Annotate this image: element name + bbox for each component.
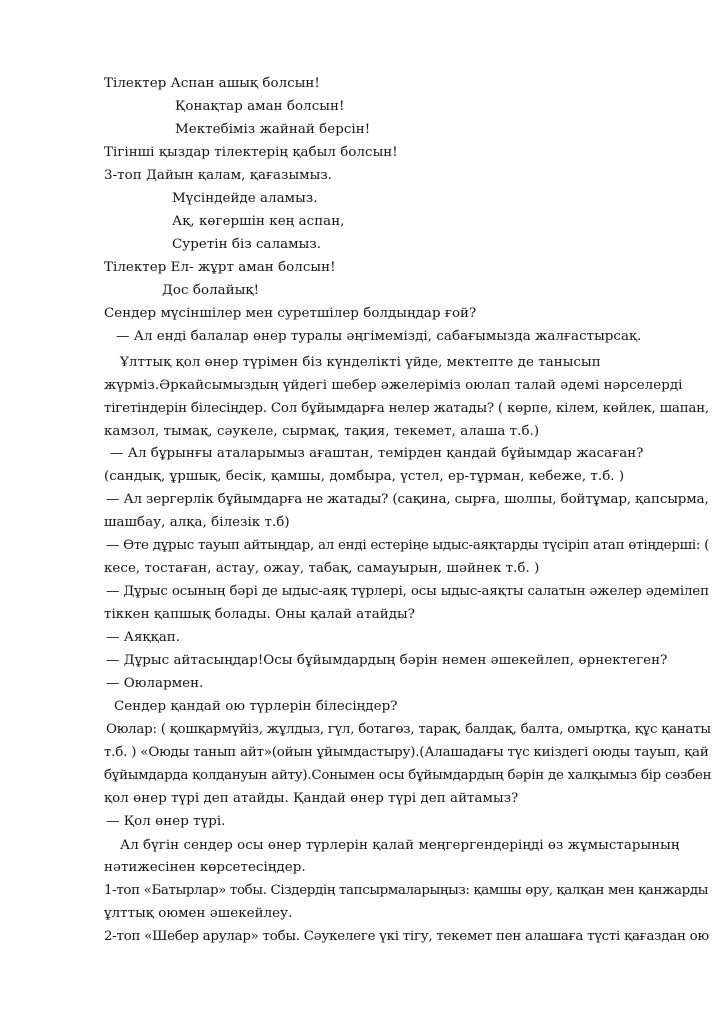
text-line: — Ал бұрынғы аталарымыз ағаштан, темірден қандай бұйымдар жасаған? xyxy=(110,446,644,461)
text-line: Суретін біз саламыз. xyxy=(172,237,322,252)
text-line: Мүсіндейде аламыз. xyxy=(172,191,318,206)
text-line: — Ал енді балалар өнер туралы әңгімемізді, сабағымызда жалғастырсақ. xyxy=(116,329,642,344)
text-line: — Дұрыс осының бәрі де ыдыс-аяқ түрлері, осы ыдыс-аяқты салатын әжелер әдемілеп xyxy=(106,584,709,599)
text-line: — Ал зергерлік бұйымдарға не жатады? (сақина, сырға, шолпы, бойтұмар, қапсырма, xyxy=(106,492,709,507)
text-line: Тілектер Ел- жұрт аман болсын! xyxy=(104,260,336,275)
text-line: (сандық, ұршық, бесік, қамшы, домбыра, үстел, ер-тұрман, кебеже, т.б. ) xyxy=(104,469,625,484)
text-line: Ақ, көгершін кең аспан, xyxy=(172,214,345,229)
text-line: Оюлар: ( қошқармүйіз, жұлдыз, гүл, ботагөз, тарақ, балдақ, балта, омыртқа, құс қанаты xyxy=(106,722,711,737)
text-line: Тігінші қыздар тілектерің қабыл болсын! xyxy=(104,145,398,160)
text-line: шашбау, алқа, білезік т.б) xyxy=(104,515,290,530)
text-line: 2-топ «Шебер арулар» тобы. Сәукелеге үкі тігу, текемет пен алашаға түсті қағаздан ою xyxy=(104,929,709,944)
text-line: тіккен қапшық болады. Оны қалай атайды? xyxy=(104,607,415,622)
text-line: — Оюлармен. xyxy=(106,676,204,691)
text-line: 3-топ Дайын қалам, қағазымыз. xyxy=(104,168,332,183)
text-line: Сендер мүсіншілер мен суретшілер болдыңдар ғой? xyxy=(104,306,477,321)
text-line: жүрміз.Әркайсымыздың үйдегі шебер әжелеріміз оюлап талай әдемі нәрселерді xyxy=(104,378,683,393)
text-line: т.б. ) «Оюды танып айт»(ойын ұйымдастыру).(Алашадағы түс киіздегі оюды тауып, қай xyxy=(104,745,709,760)
text-line: қол өнер түрі деп атайды. Қандай өнер түрі деп айтамыз? xyxy=(104,791,519,806)
text-line: нәтижесінен көрсетесіңдер. xyxy=(104,860,306,875)
text-line: кесе, тостаған, астау, ожау, табақ, самауырын, шәйнек т.б. ) xyxy=(104,561,540,576)
text-line: тігетіндерін білесіңдер. Сол бұйымдарға нелер жатады? ( көрпе, кілем, көйлек, шапан, xyxy=(104,401,709,416)
text-line: камзол, тымақ, сәукеле, сырмақ, тақия, текемет, алаша т.б.) xyxy=(104,424,540,439)
text-line: Дос болайық! xyxy=(162,283,259,298)
text-line: Сендер қандай ою түрлерін білесіңдер? xyxy=(114,699,398,714)
text-line: Тілектер Аспан ашық болсын! xyxy=(104,76,320,91)
text-line: Мектебіміз жайнай берсін! xyxy=(175,122,371,137)
text-line: Ал бүгін сендер осы өнер түрлерін қалай меңгергендеріңді өз жұмыстарының xyxy=(120,838,680,853)
text-line: 1-топ «Батырлар» тобы. Сіздердің тапсырмаларыңыз: қамшы өру, қалқан мен қанжарды xyxy=(104,883,709,898)
text-line: — Өте дұрыс тауып айтыңдар, ал енді естеріңе ыдыс-аяқтарды түсіріп атап өтіңдерші: ( xyxy=(106,538,710,553)
text-line: — Аяққап. xyxy=(106,630,181,645)
text-line: Ұлттық қол өнер түрімен біз күнделікті үйде, мектепте де танысып xyxy=(120,355,601,370)
text-line: ұлттық оюмен әшекейлеу. xyxy=(104,906,293,921)
text-line: бұйымдарда қолдануын айту).Сонымен осы бұйымдардың бәрін де халқымыз бір сөзбен xyxy=(104,768,712,783)
text-line: Қонақтар аман болсын! xyxy=(175,99,345,114)
text-line: — Дұрыс айтасыңдар!Осы бұйымдардың бәрін немен әшекейлеп, өрнектеген? xyxy=(106,653,668,668)
text-line: — Қол өнер түрі. xyxy=(106,814,226,829)
